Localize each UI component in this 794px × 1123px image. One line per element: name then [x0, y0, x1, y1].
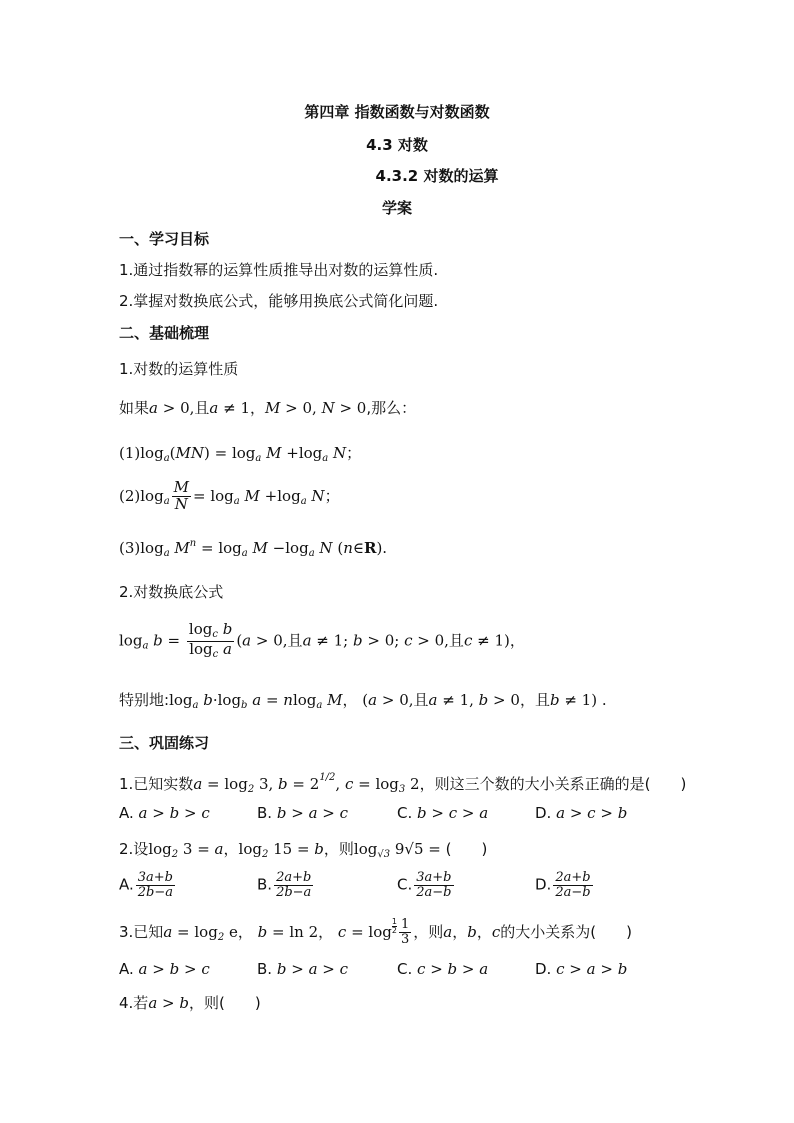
- change-of-base-formula: $\log_a b$ = $\frac{\log_c b}{\log_c a}$ (a > 0,且a ≠ 1; b > 0; c > 0,且c ≠ 1)，: [119, 620, 525, 660]
- formula-quotient: $(2)\log_a$ $\frac{M}{N}$ = $\log_a M +\log_a$ N；: [119, 478, 340, 513]
- practice-heading: 三、巩固练习: [119, 734, 210, 752]
- goal-2: 2.掌握对数换底公式，能够用换底公式简化问题.: [119, 292, 439, 310]
- formula-product: $(1)\log_a(MN) = \log_a M +\log_a$ N；: [119, 444, 362, 464]
- q3-option-b[interactable]: B. b > a > c: [257, 960, 349, 978]
- learning-goals-heading: 一、学习目标: [119, 230, 210, 248]
- change-of-base-label: 2.对数换底公式: [119, 583, 224, 601]
- question-2: 2.设$\log_2 3 = a$，$\log_2 15 = b$，则$\log_{√3} 9√5$ = ( ): [119, 840, 488, 860]
- q2-option-c[interactable]: C. $\frac{3a+b}{2a-b}$: [397, 870, 452, 900]
- goal-1: 1.通过指数幂的运算性质推导出对数的运算性质.: [119, 261, 439, 279]
- log-properties-label: 1.对数的运算性质: [119, 360, 239, 378]
- chapter-title: 第四章 指数函数与对数函数: [304, 103, 490, 121]
- question-1: 1.已知实数$a = \log_2 3$, $b = 2^{1/2}$, $c = \log_3 2$，则这三个数的大小关系正确的是( ): [119, 772, 687, 795]
- basics-heading: 二、基础梳理: [119, 324, 210, 342]
- q1-option-d[interactable]: D. a > c > b: [535, 804, 628, 822]
- formula-power: $(3)\log_a$ $M^n = \log_a M -\log_a$ N (n∈R).: [119, 538, 388, 559]
- q3-option-c[interactable]: C. c > b > a: [397, 960, 489, 978]
- q2-option-d[interactable]: D. $\frac{2a+b}{2a-b}$: [535, 870, 591, 900]
- q1-option-c[interactable]: C. b > c > a: [397, 804, 489, 822]
- q1-option-b[interactable]: B. b > a > c: [257, 804, 349, 822]
- question-4: 4.若a > b，则( ): [119, 994, 261, 1012]
- subsection-title: 4.3.2 对数的运算: [375, 167, 499, 185]
- q2-option-a[interactable]: A. $\frac{3a+b}{2b-a}$: [119, 870, 174, 900]
- question-3: 3.已知$a = \log_2 e$， b = ln 2， c = log $\frac{1}{2}$ $\frac{1}{3}$ ，则a，b，c的大小关系为( ): [119, 917, 632, 947]
- doc-type-title: 学案: [381, 199, 412, 217]
- q2-option-b[interactable]: B. $\frac{2a+b}{2b-a}$: [257, 870, 312, 900]
- q1-option-a[interactable]: A. a > b > c: [119, 804, 210, 822]
- special-case-line: 特别地$:\log_a$ $b\cdot\log_b$ a = nlog$_a$ M， (a > 0,且a ≠ 1, b > 0，且b ≠ 1) .: [119, 691, 607, 711]
- condition-line: 如果a > 0,且a ≠ 1，M > 0, N > 0,那么：: [119, 399, 417, 417]
- q3-option-d[interactable]: D. c > a > b: [535, 960, 628, 978]
- q3-option-a[interactable]: A. a > b > c: [119, 960, 210, 978]
- section-title: 4.3 对数: [366, 136, 428, 154]
